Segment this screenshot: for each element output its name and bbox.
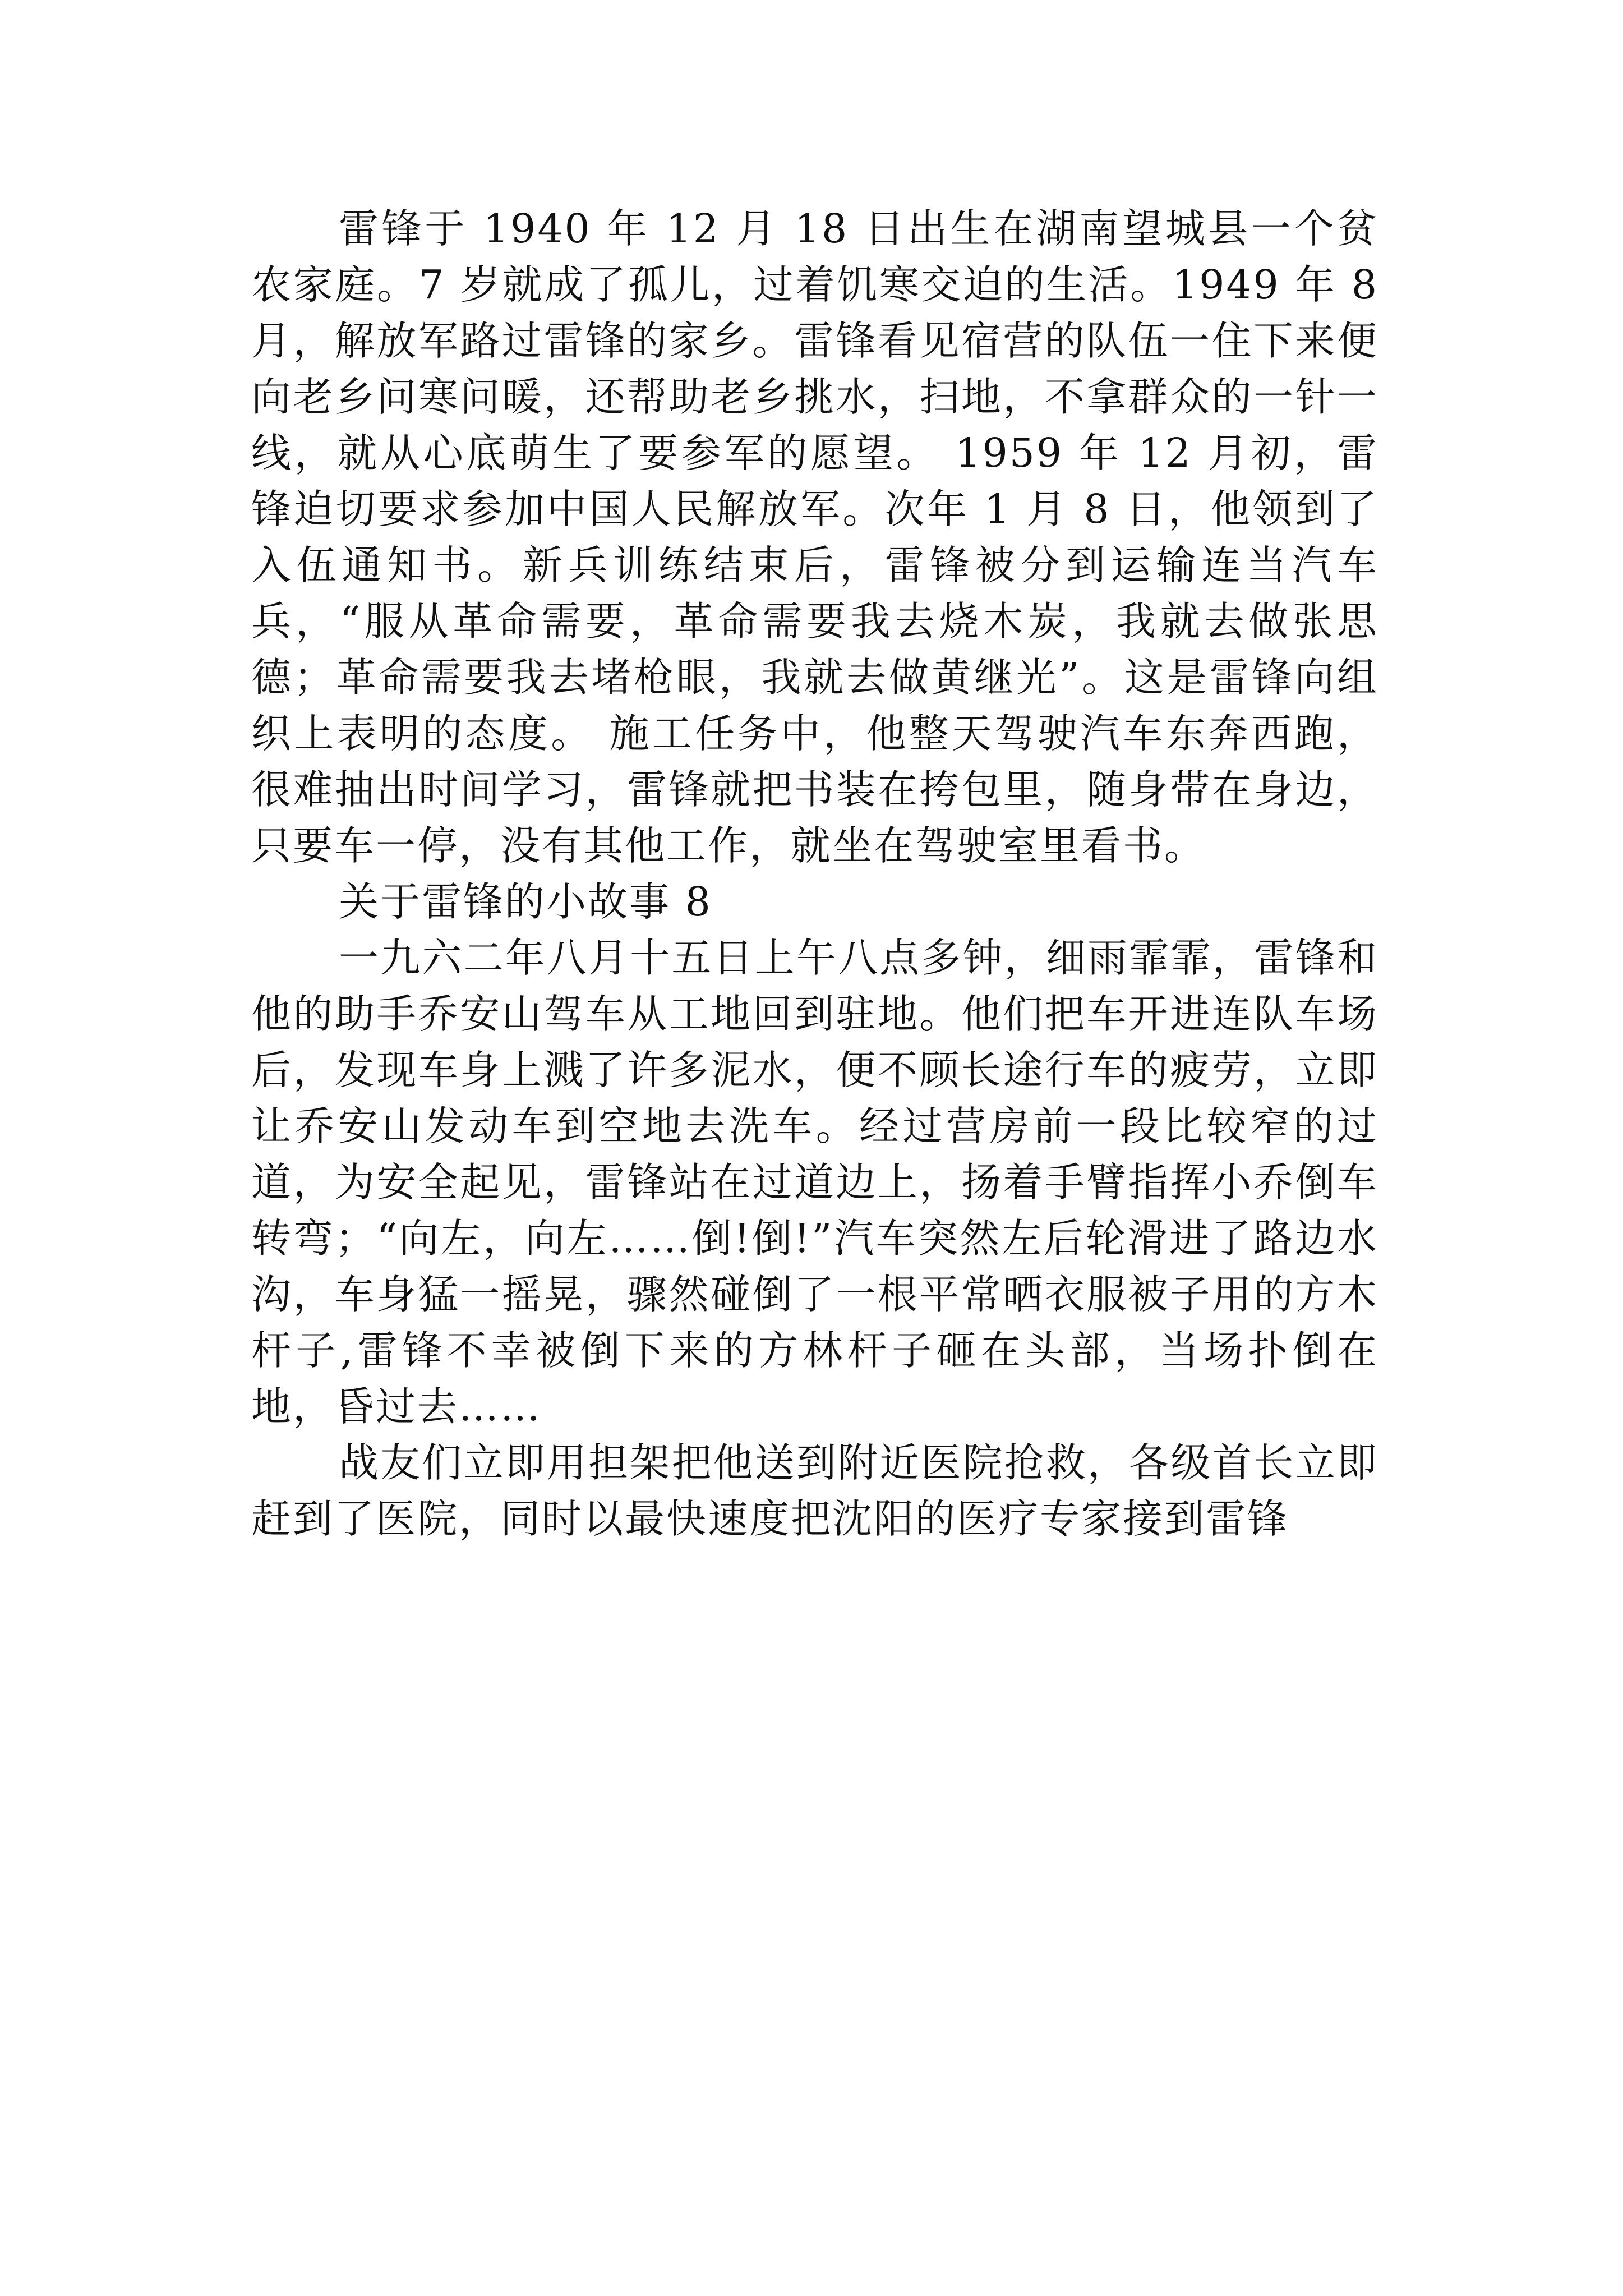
section-heading: 关于雷锋的小故事 8 [339,878,712,925]
paragraph-accident-story: 一九六二年八月十五日上午八点多钟，细雨霏霏，雷锋和他的助手乔安山驾车从工地回到驻地。他们把车开进连队车场后，发现车身上溅了许多泥水，便不顾长途行车的疲劳，立即让乔安山发动车到空地去洗车。经过营房前一段比较窄的过道，为安全起见，雷锋站在过道边上，扬着手臂指挥小乔倒车转弯；“向左，向左……倒!倒!”汽车突然左后轮滑进了路边水沟，车身猛一摇晃，骤然碰倒了一根平常晒衣服被子用的方木杆子,雷锋不幸被倒下来的方林杆子砸在头部，当场扑倒在地，昏过去…… [251,935,1378,1430]
paragraph-hospital-rescue: 战友们立即用担架把他送到附近医院抢救，各级首长立即赶到了医院，同时以最快速度把沈阳的医疗专家接到雷锋 [251,1439,1378,1542]
paragraph-lei-feng-biography: 雷锋于 1940 年 12 月 18 日出生在湖南望城县一个贫农家庭。7 岁就成了孤儿，过着饥寒交迫的生活。1949 年 8 月，解放军路过雷锋的家乡。雷锋看见宿营的队伍一住下来便向老乡问寒问暖，还帮助老乡挑水，扫地，不拿群众的一针一线，就从心底萌生了要参军的愿望。 1959 年 12 月初，雷锋迫切要求参加中国人民解放军。次年 1 月 8 日，他领到了入伍通知书。新兵训练结束后，雷锋被分到运输连当汽车兵，“服从革命需要，革命需要我去烧木炭，我就去做张思德；革命需要我去堵枪眼，我就去做黄继光”。这是雷锋向组织上表明的态度。 施工任务中，他整天驾驶汽车东奔西跑，很难抽出时间学习，雷锋就把书装在挎包里，随身带在身边，只要车一停，没有其他工作，就坐在驾驶室里看书。 [251,205,1378,869]
document-body [251,201,1378,1547]
